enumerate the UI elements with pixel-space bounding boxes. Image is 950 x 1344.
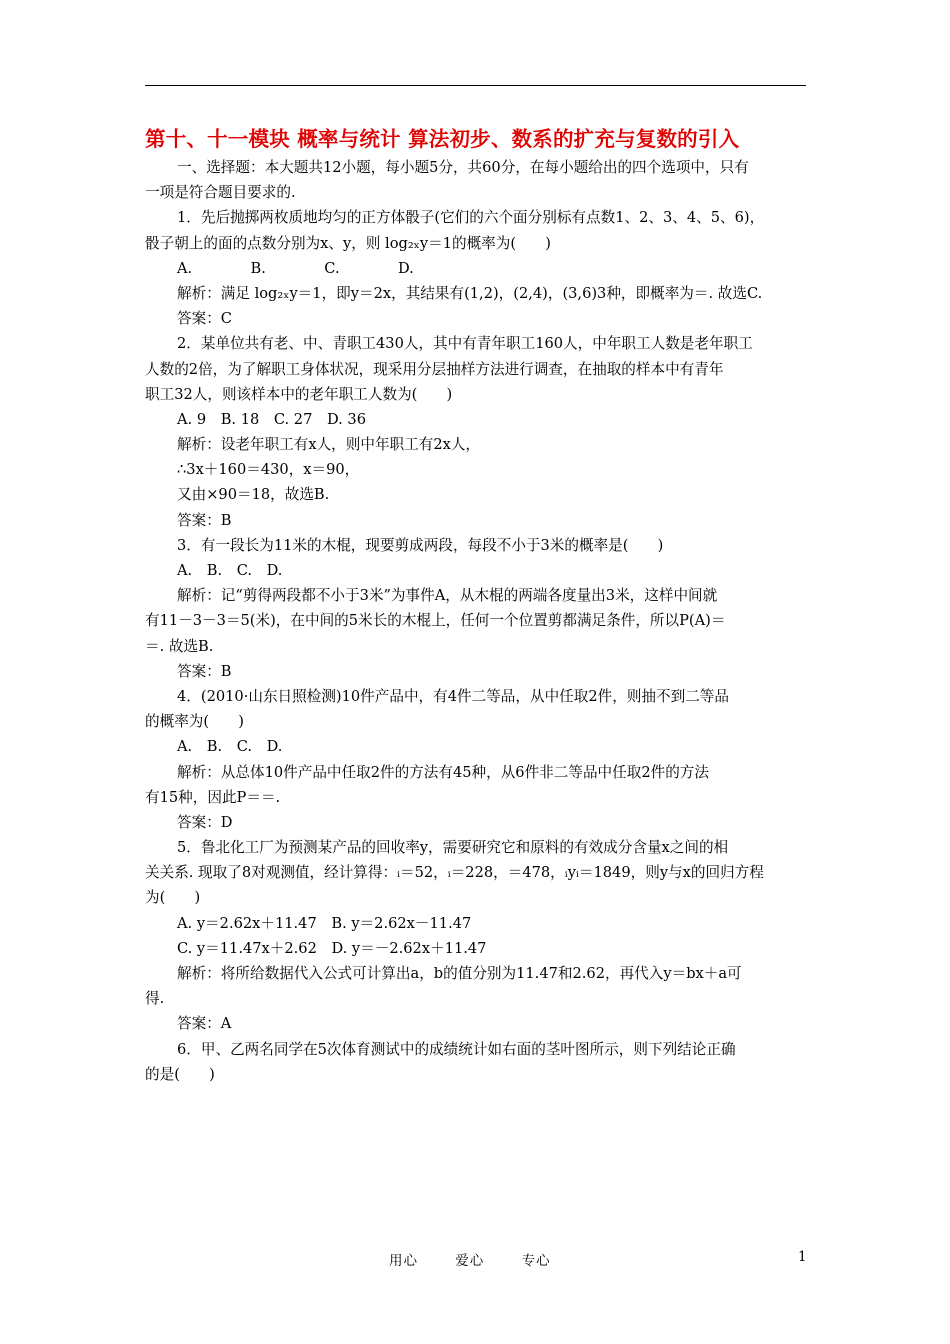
text-line: A. y＝2.62x＋11.47 B. y＝2.62x－11.47 — [177, 914, 472, 932]
text-line: 职工32人，则该样本中的老年职工人数为( ) — [145, 385, 453, 403]
text-line: 有15种，因此P＝＝. — [145, 788, 281, 806]
text-line: 答案：D — [177, 813, 233, 831]
text-line: 答案：C — [177, 310, 232, 328]
page-number: 1 — [798, 1249, 807, 1265]
text-line: 1．先后抛掷两枚质地均匀的正方体骰子(它们的六个面分别标有点数1、2、3、4、5、6)， — [177, 209, 765, 227]
text-line: 解析：满足 log₂ₓy＝1，即y＝2x，其结果有(1,2)，(2,4)，(3,6)3种，即概率为＝. 故选C. — [177, 284, 763, 302]
text-line: C. y＝11.47x＋2.62 D. y＝－2.62x＋11.47 — [177, 939, 487, 957]
header-rule — [145, 85, 806, 86]
text-line: 关关系. 现取了8对观测值，经计算得：ᵢ＝52，ᵢ＝228，＝478，ᵢyᵢ＝1849，则y与x的回归方程 — [145, 864, 764, 882]
footer-motto-3: 专心 — [521, 1253, 551, 1269]
text-line: 答案：B — [177, 662, 232, 680]
text-line: 一、选择题：本大题共12小题，每小题5分，共60分，在每小题给出的四个选项中，只有 — [177, 159, 749, 176]
footer-motto — [389, 1249, 551, 1269]
text-line: A. B. C. D. — [177, 738, 283, 756]
text-line: 2．某单位共有老、中、青职工430人，其中有青年职工160人，中年职工人数是老年职工 — [177, 335, 753, 353]
text-line: 的概率为( ) — [145, 713, 244, 731]
text-line: 解析：从总体10件产品中任取2件的方法有45种，从6件非二等品中任取2件的方法 — [177, 763, 709, 781]
text-line: 解析：将所给数据代入公式可计算出a，b的值分别为11.47和2.62，再代入y＝bx＋a可 — [177, 965, 742, 982]
footer-motto-2: 爱心 — [455, 1253, 485, 1269]
text-line: ∴3x＋160＝430，x＝90， — [177, 461, 360, 479]
text-line: 解析：记“剪得两段都不小于3米”为事件A，从木棍的两端各度量出3米，这样中间就 — [177, 587, 718, 605]
document-body — [145, 155, 806, 1087]
text-line: 一项是符合题目要求的. — [145, 184, 296, 202]
text-line: A. 9 B. 18 C. 27 D. 36 — [177, 410, 366, 428]
text-line: 为( ) — [145, 889, 201, 907]
footer-motto-1: 用心 — [389, 1253, 418, 1269]
text-line: 5．鲁北化工厂为预测某产品的回收率y，需要研究它和原料的有效成分含量x之间的相 — [177, 839, 729, 857]
text-line: 又由×90＝18，故选B. — [177, 486, 330, 504]
text-line: 有11－3－3＝5(米)，在中间的5米长的木棍上，任何一个位置剪都满足条件，所以P(A)＝ — [145, 612, 726, 630]
text-line: 的是( ) — [145, 1065, 215, 1083]
text-line: A. B. C. D. — [177, 562, 283, 579]
text-line: A. B. C. D. — [177, 259, 414, 277]
text-line: 6．甲、乙两名同学在5次体育测试中的成绩统计如右面的茎叶图所示，则下列结论正确 — [177, 1040, 736, 1058]
text-line: 人数的2倍，为了解职工身体状况，现采用分层抽样方法进行调查，在抽取的样本中有青年 — [145, 360, 724, 378]
text-line: 解析：设老年职工有x人，则中年职工有2x人， — [177, 436, 481, 454]
text-line: 得. — [145, 990, 165, 1008]
text-line: 3．有一段长为11米的木棍，现要剪成两段，每段不小于3米的概率是( ) — [177, 536, 664, 554]
text-line: ＝. 故选B. — [145, 637, 214, 655]
text-line: 答案：A — [177, 1015, 232, 1033]
text-line: 答案：B — [177, 511, 232, 529]
text-line: 骰子朝上的面的点数分别为x、y，则 log₂ₓy＝1的概率为( ) — [145, 234, 551, 252]
text-line: 4．(2010·山东日照检测)10件产品中，有4件二等品，从中任取2件，则抽不到二等品 — [177, 687, 729, 705]
page-title: 第十、十一模块 概率与统计 算法初步、数系的扩充与复数的引入 — [145, 127, 740, 151]
